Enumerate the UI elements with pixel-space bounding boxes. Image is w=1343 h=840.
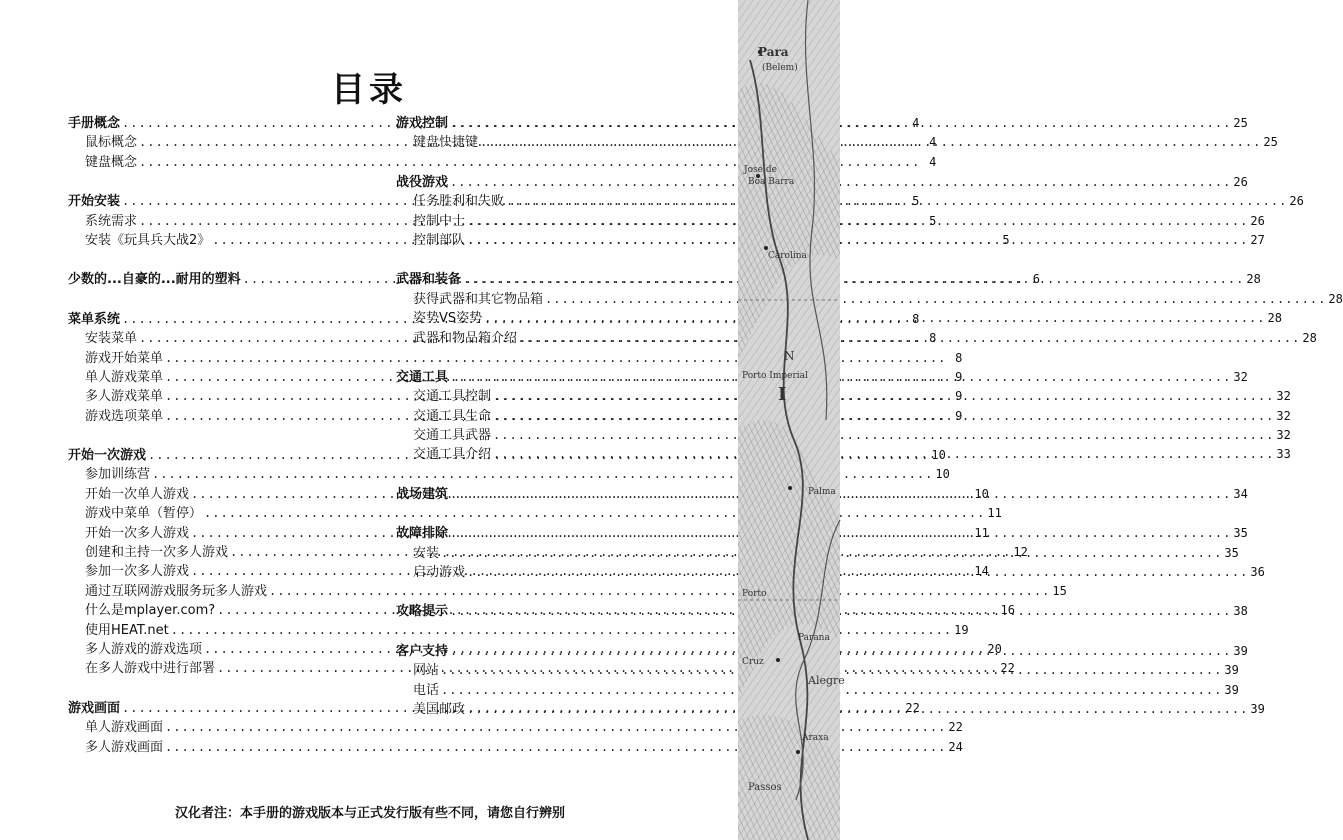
toc-section-heading-label: 武器和装备 <box>396 272 462 288</box>
toc-entry-page-number: 25 <box>1263 135 1278 150</box>
toc-entry-page-number: 32 <box>1276 408 1291 423</box>
toc-entry-page-number: 28 <box>1328 291 1343 306</box>
toc-entry-page-number: 11 <box>974 525 989 540</box>
toc-section-heading-label: 客户支持 <box>396 643 449 659</box>
toc-entry-label: 多人游戏画面 <box>85 739 164 755</box>
toc-section-heading-label: 游戏控制 <box>396 116 449 131</box>
toc-section-heading-label: 战役游戏 <box>396 174 449 190</box>
map-place-label: Boa Barra <box>748 177 795 187</box>
toc-entry-page-number: 32 <box>1276 389 1291 404</box>
toc-entry-label: 单人游戏菜单 <box>85 369 164 385</box>
toc-entry-page-number: 39 <box>1224 663 1239 678</box>
map-place-label: Passos <box>748 782 782 793</box>
toc-section-heading-page-number: 4 <box>912 116 920 130</box>
toc-entry-page-number: 26 <box>1289 194 1304 209</box>
toc-entry-label: 交通工具控制 <box>413 389 492 405</box>
toc-entry-label: 交通工具武器 <box>413 428 492 444</box>
map-place-label: I <box>778 384 787 405</box>
dot-leader <box>450 526 1231 540</box>
toc-entry-page-number: 5 <box>929 213 937 228</box>
translator-note: 汉化者注：本手册的游戏版本与正式发行版有些不同，请您自行辨别 <box>174 806 565 821</box>
toc-section-heading-page-number: 28 <box>1246 272 1261 287</box>
dot-leader <box>467 214 1248 228</box>
toc-entry <box>68 463 950 483</box>
toc-section-heading <box>396 268 1261 288</box>
toc-entry-page-number: 14 <box>974 564 989 579</box>
map-place-label: Porto Imperial <box>742 371 808 381</box>
dot-leader <box>450 175 1231 189</box>
toc-entry-label: 使用HEAT.net <box>85 622 169 638</box>
toc-section-heading-page-number: 39 <box>1233 643 1248 658</box>
toc-section-heading-label: 战场建筑 <box>396 486 449 502</box>
toc-entry-label: 控制中士 <box>413 213 466 229</box>
toc-entry-label: 控制部队 <box>413 232 466 248</box>
toc-section-heading-page-number: 25 <box>1233 116 1248 130</box>
map-illustration <box>738 0 845 840</box>
dot-leader <box>450 370 1231 384</box>
toc-entry <box>396 385 1291 405</box>
toc-entry-page-number: 22 <box>1000 661 1015 676</box>
toc-entry-label: 游戏开始菜单 <box>85 350 164 366</box>
toc-entry-page-number: 22 <box>948 720 963 735</box>
toc-section-heading-page-number: 10 <box>931 448 946 463</box>
toc-entry-label: 美国邮政 <box>413 701 466 717</box>
toc-entry-label: 参加一次多人游戏 <box>85 564 190 580</box>
toc-entry <box>68 716 963 736</box>
toc-section-heading <box>396 112 1248 131</box>
dot-leader <box>467 233 1248 247</box>
toc-entry-page-number: 5 <box>1002 232 1010 247</box>
toc-section-heading-page-number: 5 <box>912 194 920 209</box>
map-place-label: Jose de <box>744 165 777 175</box>
dot-leader <box>493 409 1274 423</box>
toc-entry-page-number: 9 <box>955 369 963 384</box>
map-place-label: Carolina <box>768 251 807 261</box>
dot-leader <box>493 389 1274 403</box>
toc-entry-label: 开始一次多人游戏 <box>85 525 190 541</box>
toc-entry-label: 在多人游戏中进行部署 <box>85 661 216 677</box>
toc-section-heading-page-number: 26 <box>1233 174 1248 189</box>
toc-entry-page-number: 15 <box>1052 583 1067 598</box>
toc-section-heading-label: 游戏画面 <box>68 700 121 716</box>
toc-entry <box>396 288 1343 307</box>
toc-section-heading-label: 手册概念 <box>68 116 121 131</box>
toc-entry-page-number: 8 <box>929 331 937 346</box>
dot-leader <box>480 135 1261 149</box>
toc-entry-page-number: 39 <box>1224 682 1239 697</box>
toc-entry <box>396 229 1265 248</box>
toc-entry-page-number: 20 <box>987 641 1002 656</box>
toc-section-heading-label: 攻略提示 <box>396 604 449 620</box>
toc-entry-page-number: 24 <box>948 739 963 754</box>
decorative-map-strip <box>738 0 845 840</box>
toc-entry-page-number: 26 <box>1250 213 1265 228</box>
dot-leader <box>506 194 1287 208</box>
toc-entry-page-number: 10 <box>974 486 989 501</box>
toc-entry-label: 什么是mplayer.com? <box>85 603 216 619</box>
toc-entry-label: 多人游戏的游戏选项 <box>85 641 203 657</box>
toc-entry-page-number: 39 <box>1250 701 1265 716</box>
toc-section-heading-label: 故障排除 <box>396 526 449 542</box>
toc-entry-label: 系统需求 <box>85 213 138 229</box>
toc-entry-page-number: 11 <box>987 506 1002 521</box>
toc-entry-label: 启动游戏 <box>413 565 466 581</box>
toc-section-heading-page-number: 35 <box>1233 526 1248 541</box>
toc-entry-label: 网站 <box>413 663 440 679</box>
toc-entry-label: 单人游戏画面 <box>85 720 164 736</box>
toc-entry-label: 姿势VS姿势 <box>413 311 483 327</box>
toc-section-heading-page-number: 32 <box>1233 369 1248 384</box>
toc-section-heading-page-number: 38 <box>1233 604 1248 619</box>
toc-entry-label: 鼠标概念 <box>85 135 138 151</box>
toc-entry-label: 电话 <box>413 682 440 698</box>
toc-entry-page-number: 28 <box>1302 330 1317 345</box>
dot-leader <box>450 487 1231 501</box>
toc-entry-page-number: 32 <box>1276 428 1291 443</box>
toc-entry-label: 武器和物品箱介绍 <box>413 330 518 346</box>
toc-entry-label: 键盘概念 <box>85 154 138 170</box>
dot-leader <box>450 641 1231 658</box>
map-place-label: Para <box>758 45 789 59</box>
toc-section <box>396 268 1343 346</box>
toc-section-heading-page-number: 34 <box>1233 486 1248 501</box>
toc-entry <box>396 131 1278 151</box>
toc-entry <box>396 190 1304 210</box>
toc-section <box>396 112 1278 151</box>
toc-entry-page-number: 9 <box>955 389 963 404</box>
toc-entry <box>68 502 1002 522</box>
toc-entry-page-number: 12 <box>1013 545 1028 560</box>
toc-entry <box>396 307 1282 327</box>
toc-section-heading-label: 开始一次游戏 <box>68 448 147 464</box>
toc-entry-page-number: 27 <box>1250 232 1265 247</box>
toc-entry-label: 创建和主持一次多人游戏 <box>85 545 229 561</box>
toc-entry-page-number: 4 <box>929 154 937 169</box>
toc-entry-page-number: 9 <box>955 408 963 423</box>
dot-leader <box>545 292 1326 306</box>
dot-leader <box>467 565 1248 579</box>
toc-entry <box>396 210 1265 229</box>
map-place-label: Parana <box>798 633 830 643</box>
toc-entry-page-number: 36 <box>1250 565 1265 580</box>
toc-entry-page-number: 16 <box>1000 603 1015 618</box>
toc-section-heading-label: 菜单系统 <box>68 311 121 327</box>
toc-section-heading-page-number: 8 <box>912 311 920 326</box>
toc-entry-label: 任务胜利和失败 <box>413 194 505 210</box>
toc-section-heading-label: 交通工具 <box>396 369 449 385</box>
dot-leader <box>484 311 1265 325</box>
toc-entry-label: 安装《玩具兵大战2》 <box>85 232 211 248</box>
toc-entry <box>68 347 963 366</box>
toc-entry-label: 键盘快捷键 <box>413 135 479 151</box>
toc-entry-label: 安装菜单 <box>85 331 138 347</box>
toc-entry-page-number: 33 <box>1276 447 1291 462</box>
toc-entry <box>396 327 1317 346</box>
toc-entry-label: 游戏选项菜单 <box>85 408 164 424</box>
dot-leader <box>467 702 1248 716</box>
toc-entry <box>396 424 1291 444</box>
toc-entry-page-number: 4 <box>929 135 937 150</box>
toc-entry-label: 游戏中菜单（暂停） <box>85 506 203 522</box>
toc-entry-page-number: 8 <box>955 350 963 365</box>
toc-entry-label: 安装 <box>413 545 440 561</box>
toc-entry-label: 多人游戏菜单 <box>85 389 164 405</box>
toc-entry-page-number: 28 <box>1267 311 1282 326</box>
toc-section-heading-label: 少数的...自豪的...耐用的塑料 <box>68 272 241 288</box>
dot-leader <box>519 331 1300 345</box>
toc-entry-label: 参加训练营 <box>85 467 151 483</box>
dot-leader <box>493 447 1274 461</box>
map-place-label: N <box>784 349 795 363</box>
toc-entry <box>396 405 1291 424</box>
map-place-label: Alegre <box>808 674 845 687</box>
toc-section-heading-page-number: 6 <box>1032 272 1040 287</box>
map-place-label: Palma <box>808 487 836 497</box>
dot-leader <box>463 272 1244 286</box>
map-place-label: Araxa <box>802 733 829 743</box>
dot-leader <box>450 116 1231 130</box>
toc-section-heading-label: 开始安装 <box>68 194 121 210</box>
map-place-label: Porto <box>742 589 767 599</box>
toc-entry-label: 获得武器和其它物品箱 <box>413 291 544 307</box>
toc-entry-label: 开始一次单人游戏 <box>85 486 190 502</box>
map-place-label: Cruz <box>742 657 764 667</box>
toc-entry-label: 通过互联网游戏服务玩多人游戏 <box>85 583 268 599</box>
toc-entry-label: 交通工具生命 <box>413 408 492 424</box>
dot-leader <box>493 428 1274 442</box>
toc-section-heading-page-number: 22 <box>905 700 920 715</box>
toc-entry-page-number: 10 <box>935 467 950 482</box>
map-place-label: (Belem) <box>762 63 798 73</box>
toc-entry-label: 交通工具介绍 <box>413 447 492 463</box>
toc-entry-page-number: 35 <box>1224 545 1239 560</box>
toc-entry-page-number: 19 <box>954 622 969 637</box>
dot-leader <box>450 604 1231 618</box>
page-title: 目录 <box>331 69 407 110</box>
